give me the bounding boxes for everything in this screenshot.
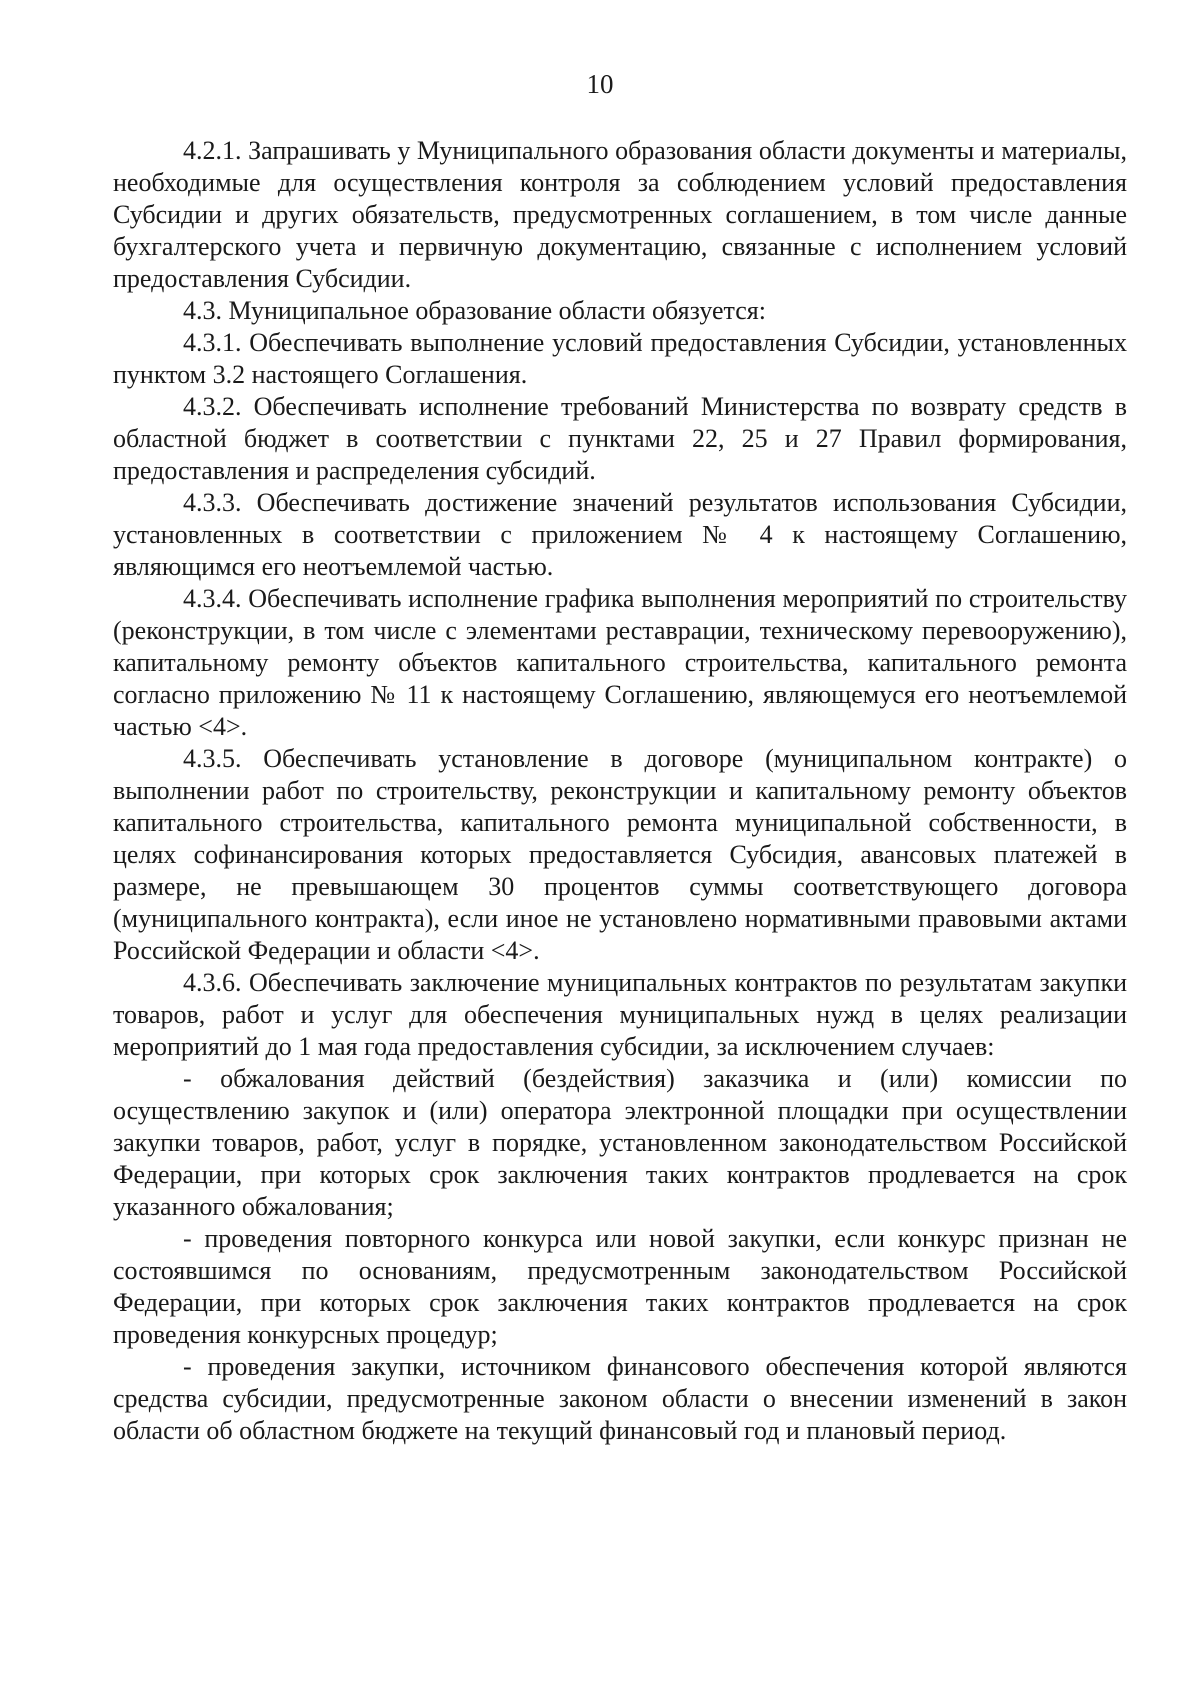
paragraph-4-3: 4.3. Муниципальное образование области обязуется: [183, 296, 766, 325]
list-item-appeal: - обжалования действий (бездействия) заказчика и (или) комиссии по осуществлению закупок и (или) оператора электронной площадки при осуществлении закупки товаров, работ, услуг в порядке, установленном законодательством Российской Федерации, при которых срок заключения таких контрактов продлевается на срок указанного обжалования; [113, 1064, 1127, 1221]
paragraph-4-3-1: 4.3.1. Обеспечивать выполнение условий предоставления Субсидии, установленных пунктом 3.2 настоящего Соглашения. [113, 328, 1127, 389]
page-number: 10 [586, 69, 614, 99]
paragraph-4-3-2: 4.3.2. Обеспечивать исполнение требований Министерства по возврату средств в областной бюджет в соответствии с пунктами 22, 25 и 27 Правил формирования, предоставления и распределения субсидий. [113, 392, 1127, 485]
paragraph-4-3-4: 4.3.4. Обеспечивать исполнение графика выполнения мероприятий по строительству (реконструкции, в том числе с элементами реставрации, техническому перевооружению), капитальному ремонту объектов капитального строительства, капитального ремонта согласно приложению № 11 к настоящему Соглашению, являющемуся его неотъемлемой частью <4>. [113, 584, 1127, 741]
paragraph-4-3-6: 4.3.6. Обеспечивать заключение муниципальных контрактов по результатам закупки товаров, работ и услуг для обеспечения муниципальных нужд в целях реализации мероприятий до 1 мая года предоставления субсидии, за исключением случаев: [113, 968, 1127, 1061]
paragraph-4-3-5: 4.3.5. Обеспечивать установление в договоре (муниципальном контракте) о выполнении работ по строительству, реконструкции и капитальному ремонту объектов капитального строительства, капитального ремонта муниципальной собственности, в целях софинансирования которых предоставляется Субсидия, авансовых платежей в размере, не превышающем 30 процентов суммы соответствующего договора (муниципального контракта), если иное не установлено нормативными правовыми актами Российской Федерации и области <4>. [113, 744, 1127, 965]
paragraph-4-2-1: 4.2.1. Запрашивать у Муниципального образования области документы и материалы, необходимые для осуществления контроля за соблюдением условий предоставления Субсидии и других обязательств, предусмотренных соглашением, в том числе данные бухгалтерского учета и первичную документацию, связанные с исполнением условий предоставления Субсидии. [113, 136, 1127, 293]
paragraph-4-3-3: 4.3.3. Обеспечивать достижение значений результатов использования Субсидии, установленных в соответствии с приложением № 4 к настоящему Соглашению, являющимся его неотъемлемой частью. [113, 488, 1127, 581]
list-item-subsidy-procurement: - проведения закупки, источником финансового обеспечения которой являются средства субсидии, предусмотренные законом области о внесении изменений в закон области об областном бюджете на текущий финансовый год и плановый период. [113, 1352, 1127, 1445]
document-body [113, 135, 1127, 1447]
list-item-repeat-tender: - проведения повторного конкурса или новой закупки, если конкурс признан не состоявшимся по основаниям, предусмотренным законодательством Российской Федерации, при которых срок заключения таких контрактов продлевается на срок проведения конкурсных процедур; [113, 1224, 1127, 1349]
